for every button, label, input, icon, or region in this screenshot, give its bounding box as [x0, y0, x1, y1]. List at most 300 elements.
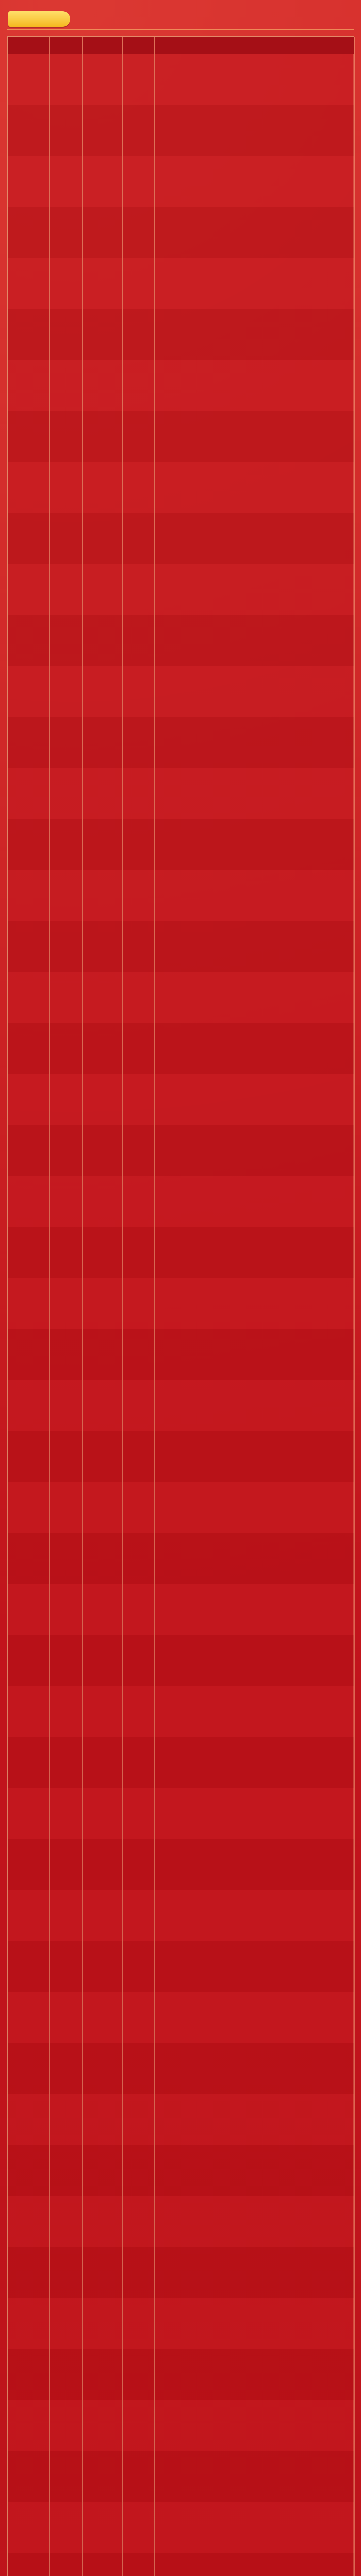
table-cell	[50, 1533, 83, 1584]
table-cell	[8, 1686, 50, 1737]
column-header	[83, 37, 123, 54]
table-row	[8, 870, 355, 921]
table-cell	[83, 921, 123, 972]
table-row	[8, 1839, 355, 1890]
table-row	[8, 54, 355, 105]
table-row	[8, 360, 355, 411]
table-cell	[123, 1329, 155, 1380]
table-cell	[8, 411, 50, 462]
table-cell	[155, 360, 355, 411]
table-cell	[155, 1533, 355, 1584]
table-cell	[123, 1380, 155, 1431]
table-cell	[123, 2553, 155, 2576]
table-cell	[83, 1176, 123, 1227]
table-cell	[8, 1380, 50, 1431]
table-cell	[123, 2502, 155, 2553]
table-cell	[155, 258, 355, 309]
table-row	[8, 1482, 355, 1533]
table-row	[8, 2145, 355, 2196]
table-cell	[8, 1278, 50, 1329]
table-cell	[50, 1941, 83, 1992]
table-cell	[155, 1839, 355, 1890]
table-row	[8, 1023, 355, 1074]
table-cell	[50, 768, 83, 819]
table-cell	[50, 564, 83, 615]
table-cell	[8, 2094, 50, 2145]
table-cell	[123, 1941, 155, 1992]
table-cell	[123, 513, 155, 564]
table-cell	[155, 1431, 355, 1482]
table-cell	[83, 615, 123, 666]
table-row	[8, 462, 355, 513]
table-cell	[50, 2553, 83, 2576]
table-cell	[83, 1023, 123, 1074]
table-cell	[8, 2349, 50, 2400]
table-cell	[50, 921, 83, 972]
table-cell	[8, 258, 50, 309]
table-cell	[123, 768, 155, 819]
table-cell	[83, 2094, 123, 2145]
table-row	[8, 2349, 355, 2400]
table-row	[8, 819, 355, 870]
table-cell	[83, 462, 123, 513]
table-cell	[83, 1431, 123, 1482]
table-row	[8, 1074, 355, 1125]
table-cell	[8, 1737, 50, 1788]
table-cell	[155, 105, 355, 156]
table-cell	[83, 870, 123, 921]
section-banner	[7, 11, 354, 31]
table-cell	[83, 717, 123, 768]
table-cell	[155, 1176, 355, 1227]
table-cell	[83, 1533, 123, 1584]
table-row	[8, 2451, 355, 2502]
table-cell	[123, 2400, 155, 2451]
table-cell	[50, 1584, 83, 1635]
table-row	[8, 1227, 355, 1278]
table-row	[8, 156, 355, 207]
table-cell	[155, 819, 355, 870]
table-cell	[50, 2349, 83, 2400]
table-cell	[123, 1023, 155, 1074]
table-cell	[83, 2196, 123, 2247]
table-cell	[83, 2400, 123, 2451]
table-cell	[50, 819, 83, 870]
table-row	[8, 1584, 355, 1635]
table-cell	[8, 768, 50, 819]
table-cell	[123, 2247, 155, 2298]
table-cell	[8, 2043, 50, 2094]
table-cell	[8, 819, 50, 870]
table-cell	[123, 462, 155, 513]
table-row	[8, 1176, 355, 1227]
table-cell	[50, 2247, 83, 2298]
table-cell	[50, 462, 83, 513]
table-cell	[155, 462, 355, 513]
table-cell	[8, 615, 50, 666]
table-cell	[83, 411, 123, 462]
table-cell	[83, 1329, 123, 1380]
table-cell	[123, 411, 155, 462]
table-row	[8, 105, 355, 156]
activity-table-container	[7, 36, 354, 2576]
table-cell	[123, 819, 155, 870]
table-cell	[8, 717, 50, 768]
table-row	[8, 2247, 355, 2298]
table-cell	[123, 1176, 155, 1227]
table-cell	[83, 1380, 123, 1431]
table-cell	[123, 1737, 155, 1788]
table-cell	[155, 1329, 355, 1380]
table-cell	[8, 462, 50, 513]
table-cell	[83, 2553, 123, 2576]
table-cell	[8, 1635, 50, 1686]
table-cell	[8, 1788, 50, 1839]
column-header	[50, 37, 83, 54]
table-cell	[155, 2349, 355, 2400]
table-cell	[155, 156, 355, 207]
table-cell	[8, 513, 50, 564]
table-row	[8, 1278, 355, 1329]
table-cell	[155, 2298, 355, 2349]
table-cell	[8, 2553, 50, 2576]
table-cell	[83, 1278, 123, 1329]
table-cell	[155, 1074, 355, 1125]
table-cell	[123, 2451, 155, 2502]
table-cell	[83, 1992, 123, 2043]
table-cell	[8, 666, 50, 717]
column-header	[8, 37, 50, 54]
table-cell	[155, 2451, 355, 2502]
table-cell	[8, 1482, 50, 1533]
table-cell	[155, 921, 355, 972]
table-cell	[83, 1686, 123, 1737]
table-cell	[50, 54, 83, 105]
table-cell	[50, 1635, 83, 1686]
table-cell	[8, 1074, 50, 1125]
table-row	[8, 1941, 355, 1992]
table-cell	[50, 1125, 83, 1176]
table-cell	[123, 1125, 155, 1176]
table-cell	[83, 2145, 123, 2196]
table-cell	[83, 2502, 123, 2553]
table-row	[8, 1686, 355, 1737]
table-row	[8, 258, 355, 309]
table-cell	[155, 1941, 355, 1992]
table-cell	[8, 156, 50, 207]
table-cell	[50, 1074, 83, 1125]
table-cell	[83, 360, 123, 411]
table-cell	[155, 2400, 355, 2451]
table-cell	[83, 2298, 123, 2349]
table-cell	[123, 1686, 155, 1737]
table-cell	[50, 717, 83, 768]
table-row	[8, 1125, 355, 1176]
table-cell	[50, 615, 83, 666]
table-cell	[8, 2196, 50, 2247]
table-cell	[83, 1125, 123, 1176]
table-cell	[83, 1839, 123, 1890]
table-body	[8, 54, 355, 2576]
table-cell	[8, 2298, 50, 2349]
table-cell	[83, 1737, 123, 1788]
table-cell	[123, 2349, 155, 2400]
table-cell	[8, 1125, 50, 1176]
table-cell	[50, 2043, 83, 2094]
table-cell	[8, 360, 50, 411]
table-cell	[155, 411, 355, 462]
table-cell	[155, 1380, 355, 1431]
table-cell	[50, 207, 83, 258]
table-cell	[50, 2400, 83, 2451]
table-cell	[8, 2400, 50, 2451]
table-cell	[50, 2196, 83, 2247]
table-cell	[155, 2043, 355, 2094]
table-cell	[155, 1584, 355, 1635]
table-cell	[50, 309, 83, 360]
table-row	[8, 1380, 355, 1431]
table-cell	[123, 1074, 155, 1125]
table-cell	[155, 615, 355, 666]
table-cell	[83, 768, 123, 819]
table-cell	[50, 105, 83, 156]
table-cell	[8, 2145, 50, 2196]
table-cell	[123, 870, 155, 921]
table-row	[8, 1533, 355, 1584]
table-cell	[123, 1584, 155, 1635]
table-cell	[155, 54, 355, 105]
table-cell	[83, 972, 123, 1023]
table-cell	[83, 2349, 123, 2400]
table-cell	[8, 1941, 50, 1992]
table-cell	[155, 207, 355, 258]
table-row	[8, 411, 355, 462]
table-row	[8, 2400, 355, 2451]
table-cell	[123, 360, 155, 411]
table-cell	[155, 1737, 355, 1788]
table-cell	[8, 1176, 50, 1227]
table-cell	[50, 1890, 83, 1941]
table-cell	[83, 105, 123, 156]
table-cell	[8, 1023, 50, 1074]
table-cell	[83, 1482, 123, 1533]
table-cell	[8, 309, 50, 360]
table-cell	[8, 105, 50, 156]
table-cell	[50, 666, 83, 717]
table-cell	[123, 1278, 155, 1329]
table-cell	[8, 564, 50, 615]
table-cell	[8, 1584, 50, 1635]
table-row	[8, 309, 355, 360]
table-row	[8, 564, 355, 615]
table-cell	[8, 1839, 50, 1890]
table-cell	[123, 156, 155, 207]
table-cell	[8, 2451, 50, 2502]
table-cell	[123, 1533, 155, 1584]
table-row	[8, 2553, 355, 2576]
table-cell	[83, 54, 123, 105]
table-cell	[123, 717, 155, 768]
table-cell	[123, 1227, 155, 1278]
table-cell	[155, 1227, 355, 1278]
table-cell	[50, 1788, 83, 1839]
table-cell	[83, 819, 123, 870]
table-cell	[155, 1023, 355, 1074]
table-cell	[50, 1176, 83, 1227]
table-cell	[155, 309, 355, 360]
table-cell	[8, 1227, 50, 1278]
table-row	[8, 2298, 355, 2349]
table-cell	[8, 1431, 50, 1482]
table-cell	[155, 1482, 355, 1533]
table-cell	[83, 2247, 123, 2298]
table-cell	[50, 2298, 83, 2349]
table-cell	[123, 1839, 155, 1890]
table-cell	[83, 207, 123, 258]
column-header	[123, 37, 155, 54]
table-cell	[155, 2247, 355, 2298]
column-header	[155, 37, 355, 54]
table-cell	[123, 2298, 155, 2349]
table-cell	[8, 207, 50, 258]
table-cell	[8, 1992, 50, 2043]
table-cell	[123, 666, 155, 717]
table-row	[8, 1431, 355, 1482]
table-row	[8, 666, 355, 717]
table-row	[8, 1992, 355, 2043]
table-row	[8, 2094, 355, 2145]
table-cell	[83, 1788, 123, 1839]
table-cell	[155, 1992, 355, 2043]
table-row	[8, 1788, 355, 1839]
table-cell	[50, 2451, 83, 2502]
table-cell	[8, 921, 50, 972]
table-cell	[83, 1635, 123, 1686]
table-cell	[155, 2145, 355, 2196]
table-cell	[50, 1482, 83, 1533]
table-cell	[50, 2094, 83, 2145]
table-cell	[123, 2196, 155, 2247]
table-cell	[83, 1890, 123, 1941]
table-cell	[8, 2247, 50, 2298]
table-header	[8, 37, 355, 54]
table-cell	[8, 1890, 50, 1941]
table-cell	[123, 54, 155, 105]
table-cell	[83, 513, 123, 564]
table-cell	[155, 2094, 355, 2145]
table-cell	[50, 1329, 83, 1380]
table-row	[8, 1635, 355, 1686]
table-cell	[50, 1737, 83, 1788]
table-cell	[155, 972, 355, 1023]
table-cell	[50, 1431, 83, 1482]
table-cell	[8, 972, 50, 1023]
table-row	[8, 972, 355, 1023]
activity-table	[8, 37, 355, 2576]
table-cell	[50, 1686, 83, 1737]
table-cell	[155, 870, 355, 921]
table-row	[8, 921, 355, 972]
table-cell	[50, 1227, 83, 1278]
table-cell	[83, 666, 123, 717]
table-cell	[155, 666, 355, 717]
table-cell	[123, 972, 155, 1023]
table-cell	[50, 513, 83, 564]
table-cell	[123, 207, 155, 258]
table-cell	[50, 156, 83, 207]
table-cell	[83, 1941, 123, 1992]
table-cell	[50, 870, 83, 921]
table-cell	[155, 768, 355, 819]
table-cell	[83, 258, 123, 309]
table-cell	[50, 1839, 83, 1890]
table-row	[8, 207, 355, 258]
table-cell	[155, 1635, 355, 1686]
table-cell	[123, 258, 155, 309]
table-cell	[155, 1788, 355, 1839]
table-cell	[155, 1686, 355, 1737]
table-cell	[123, 105, 155, 156]
table-cell	[155, 1278, 355, 1329]
table-cell	[50, 1992, 83, 2043]
table-cell	[8, 870, 50, 921]
table-cell	[50, 2145, 83, 2196]
table-cell	[123, 1788, 155, 1839]
table-row	[8, 2502, 355, 2553]
section-title	[8, 11, 70, 27]
table-cell	[50, 258, 83, 309]
table-cell	[50, 360, 83, 411]
table-cell	[50, 1380, 83, 1431]
table-cell	[123, 1635, 155, 1686]
table-cell	[83, 2043, 123, 2094]
table-cell	[50, 1278, 83, 1329]
table-cell	[155, 564, 355, 615]
table-cell	[123, 1992, 155, 2043]
table-cell	[83, 1074, 123, 1125]
table-row	[8, 2043, 355, 2094]
table-cell	[50, 411, 83, 462]
table-cell	[83, 1227, 123, 1278]
table-cell	[83, 156, 123, 207]
table-cell	[155, 1890, 355, 1941]
table-cell	[123, 564, 155, 615]
table-cell	[155, 513, 355, 564]
table-cell	[83, 2451, 123, 2502]
table-cell	[50, 972, 83, 1023]
table-cell	[8, 1329, 50, 1380]
table-cell	[123, 1431, 155, 1482]
table-cell	[123, 921, 155, 972]
table-cell	[123, 2043, 155, 2094]
table-cell	[155, 717, 355, 768]
banner-divider	[7, 29, 354, 30]
table-row	[8, 1329, 355, 1380]
table-cell	[123, 1890, 155, 1941]
table-cell	[123, 615, 155, 666]
table-row	[8, 1737, 355, 1788]
table-cell	[155, 2196, 355, 2247]
table-cell	[83, 309, 123, 360]
table-cell	[155, 2502, 355, 2553]
table-cell	[8, 54, 50, 105]
table-cell	[8, 1533, 50, 1584]
table-cell	[123, 2145, 155, 2196]
table-cell	[123, 2094, 155, 2145]
table-row	[8, 768, 355, 819]
table-cell	[50, 1023, 83, 1074]
table-cell	[123, 1482, 155, 1533]
